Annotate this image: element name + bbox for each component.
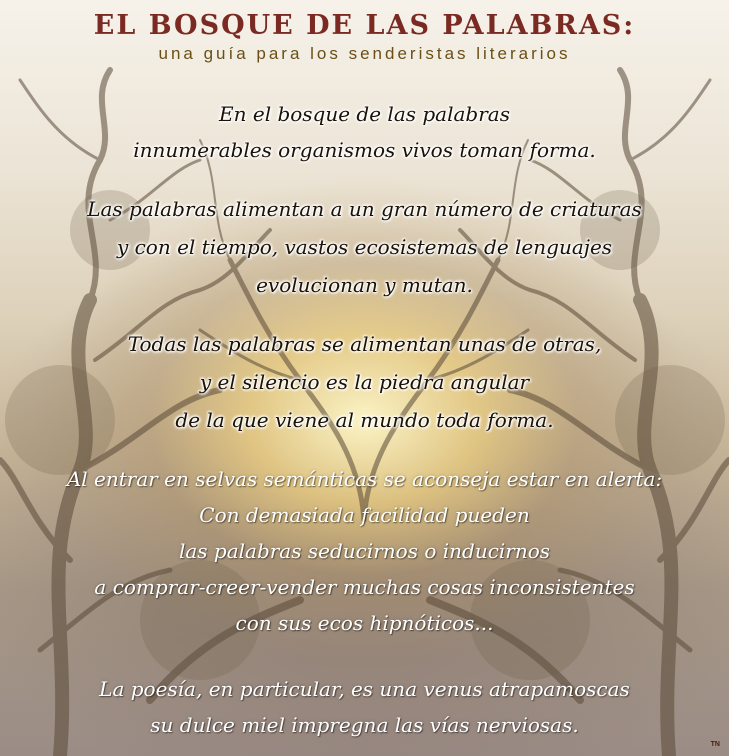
poem-line: Las palabras alimentan a un gran número de criaturas (87, 197, 642, 221)
poem-stanza (0, 334, 729, 448)
signature-mark: TN (710, 741, 720, 748)
poem-stanza (0, 199, 729, 313)
poem-line: Todas las palabras se alimentan unas de otras, (127, 332, 602, 356)
poem-line: con sus ecos hipnóticos... (235, 611, 494, 635)
poem-line: La poesía, en particular, es una venus atrapamoscas (99, 677, 630, 701)
poem-line: En el bosque de las palabras (219, 102, 510, 126)
poem-line: su dulce miel impregna las vías nerviosas. (150, 713, 579, 737)
poem-line: y con el tiempo, vastos ecosistemas de lenguajes (116, 235, 613, 259)
poem-stanza (0, 679, 729, 751)
poem-line: y el silencio es la piedra angular (199, 370, 530, 394)
page-title: EL BOSQUE DE LAS PALABRAS: (93, 10, 636, 41)
poem-line: evolucionan y mutan. (256, 273, 473, 297)
page-subtitle: una guía para los senderistas literarios (158, 44, 571, 63)
poem-line: Al entrar en selvas semánticas se aconseja estar en alerta: (66, 467, 663, 491)
poem-line: las palabras seducirnos o inducirnos (178, 539, 551, 563)
poem-line: a comprar-creer-vender muchas cosas inconsistentes (94, 575, 635, 599)
poem-stanza (0, 469, 729, 649)
poem-line: innumerables organismos vivos toman forma. (133, 138, 596, 162)
poem-line: de la que viene al mundo toda forma. (175, 408, 554, 432)
poem-line: Con demasiada facilidad pueden (199, 503, 530, 527)
poem-stanza (0, 104, 729, 176)
